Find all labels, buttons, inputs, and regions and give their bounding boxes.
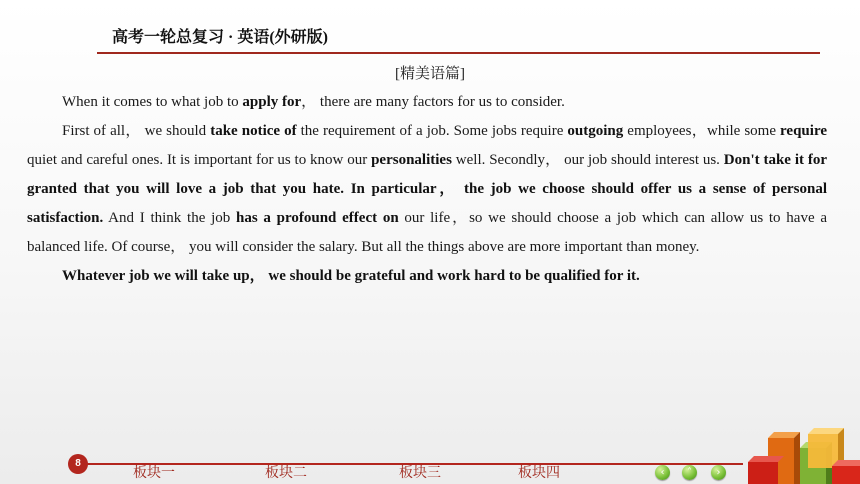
chevron-right-icon[interactable]: › (711, 465, 726, 480)
chevron-left-icon[interactable]: ‹ (655, 465, 670, 480)
paragraph-2 (27, 117, 827, 262)
bold-phrase: apply for (242, 94, 302, 110)
bold-phrase: has a profound effect on (236, 210, 399, 226)
section-title: [精美语篇] (395, 66, 465, 82)
paragraph-1 (27, 88, 827, 117)
text-run: And I think the job (103, 210, 236, 226)
nav-link-section-1[interactable]: 板块一 (133, 466, 175, 481)
text-run: well. Secondly， our job should interest us. (451, 152, 724, 168)
text-run: our life，so we should choose a job which can allow us to have a balanced life. Of course， you will consider the salary. But all the things above are more important than money. (27, 210, 828, 255)
nav-link-section-4[interactable]: 板块四 (518, 466, 560, 481)
text-run: First of all， we should (62, 123, 211, 139)
article-body (27, 88, 827, 291)
bold-phrase: require (780, 123, 827, 139)
paragraph-3 (27, 262, 827, 291)
bold-phrase: Whatever job we will take up， we should be grateful and work hard to be qualified for it. (62, 268, 640, 284)
header-title: 高考一轮总复习 · 英语(外研版) (112, 29, 328, 46)
nav-link-section-2[interactable]: 板块二 (265, 466, 307, 481)
decorative-cubes-icon (748, 424, 860, 484)
header-divider (97, 52, 820, 54)
bold-phrase: take notice of (210, 123, 297, 139)
text-run: When it comes to what job to (62, 94, 243, 110)
bold-phrase: outgoing (567, 123, 624, 139)
text-run: employees，while some (623, 123, 781, 139)
bold-phrase: personalities (371, 152, 452, 168)
page-number-badge: 8 (68, 454, 88, 474)
chevron-up-icon[interactable]: ˄ (682, 465, 697, 480)
text-run: the requirement of a job. Some jobs require (296, 123, 568, 139)
nav-link-section-3[interactable]: 板块三 (399, 466, 441, 481)
text-run: ， there are many factors for us to consider. (301, 94, 565, 110)
bold-phrase: Don't take it for granted that you will love a job that you hate. In particular， the job we choose should offer us a sense of personal satisfaction. (27, 152, 827, 226)
text-run: quiet and careful ones. It is important for us to know our (27, 152, 372, 168)
